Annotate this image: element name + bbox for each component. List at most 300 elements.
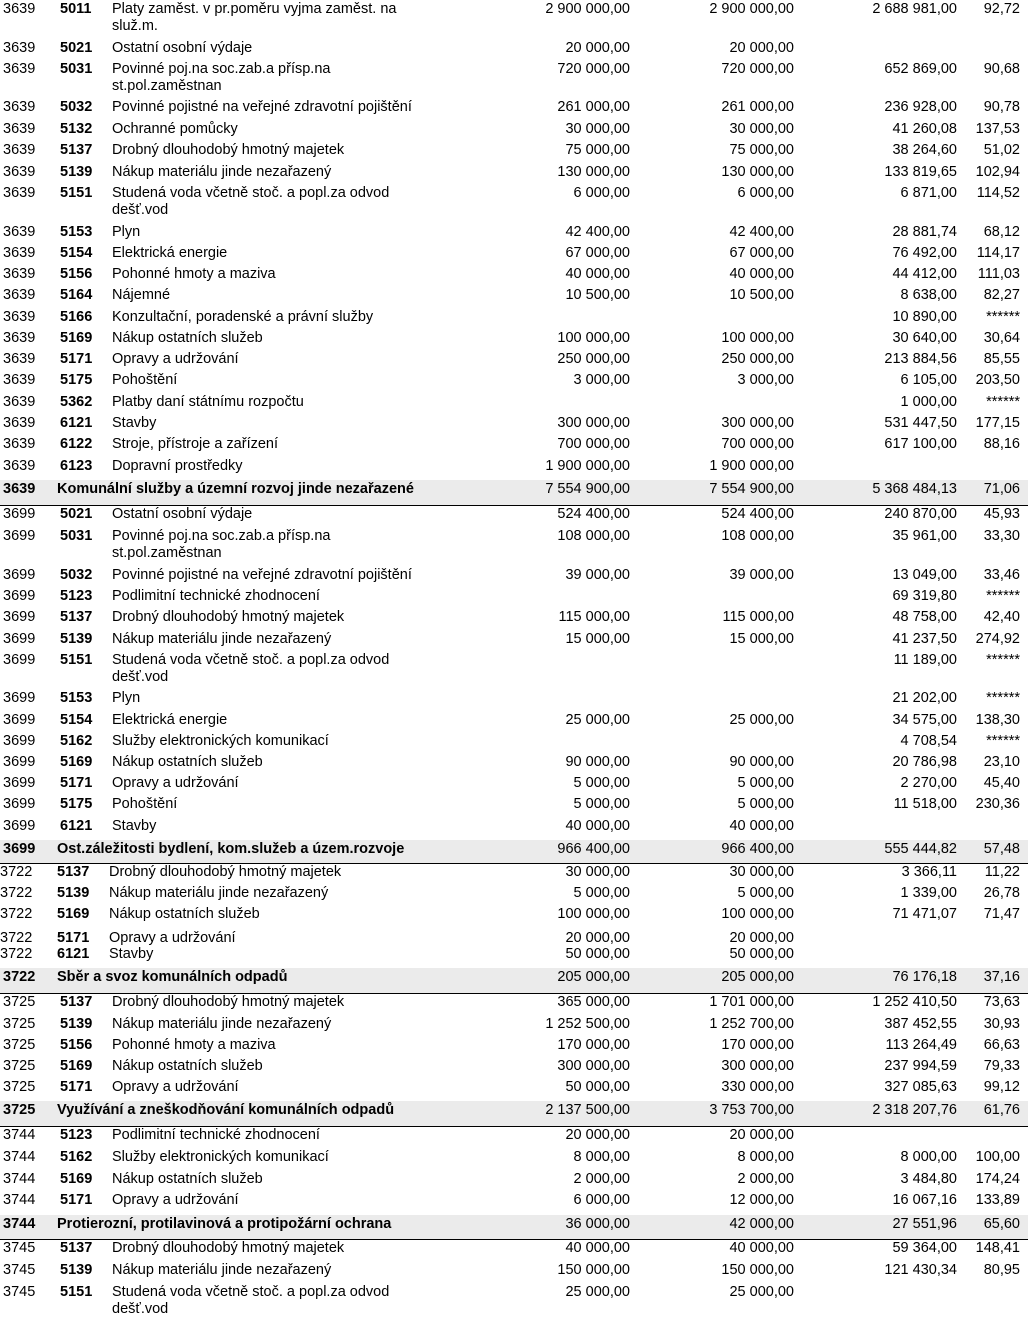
approved-budget: 90 000,00	[565, 754, 630, 770]
item-name: Nákup ostatních služeb	[112, 330, 263, 346]
approved-budget: 50 000,00	[565, 1079, 630, 1095]
item-name: Povinné poj.na soc.zab.a přísp.na st.pol.zaměstnan	[112, 528, 331, 561]
adjusted-budget: 5 000,00	[737, 885, 794, 901]
item-code: 5169	[60, 1058, 93, 1074]
actual-spending: 44 412,00	[892, 266, 957, 282]
table-row	[0, 60, 1028, 98]
approved-budget: 524 400,00	[557, 506, 630, 522]
approved-budget: 115 000,00	[558, 609, 630, 625]
item-code: 5137	[60, 142, 93, 158]
percent-fulfilled: 274,92	[975, 631, 1020, 647]
table-row	[0, 308, 1028, 329]
table-row	[0, 1239, 1028, 1261]
paragraph-code: 3639	[3, 372, 36, 388]
approved-budget: 75 000,00	[565, 142, 630, 158]
adjusted-budget: 261 000,00	[721, 99, 794, 115]
table-row	[0, 0, 1028, 39]
item-name: Povinné pojistné na veřejné zdravotní pojištění	[112, 99, 412, 115]
table-row	[0, 457, 1028, 479]
percent-fulfilled: 85,55	[983, 351, 1020, 367]
item-code: 5139	[60, 1016, 93, 1032]
table-row	[0, 223, 1028, 244]
item-name: Stroje, přístroje a zařízení	[112, 436, 279, 452]
approved-budget: 25 000,00	[565, 712, 630, 728]
item-code: 5011	[60, 1, 92, 17]
table-row	[0, 1057, 1028, 1078]
item-code: 5151	[60, 652, 93, 668]
item-code: 5171	[60, 775, 93, 791]
subtotal-paragraph: 3744	[3, 1216, 36, 1232]
item-code: 5166	[60, 309, 93, 325]
table-row	[0, 608, 1028, 630]
adjusted-budget: 3 753 700,00	[709, 1102, 794, 1118]
percent-fulfilled: ******	[986, 690, 1020, 706]
item-code: 5156	[60, 1037, 93, 1053]
item-code: 6121	[60, 818, 93, 834]
adjusted-budget: 5 000,00	[737, 775, 794, 791]
percent-fulfilled: 102,94	[975, 164, 1020, 180]
subtotal-row	[0, 1101, 1028, 1127]
paragraph-code: 3699	[3, 754, 36, 770]
item-name: Plyn	[112, 224, 141, 240]
paragraph-code: 3744	[3, 1149, 36, 1165]
paragraph-code: 3639	[3, 266, 36, 282]
paragraph-code: 3699	[3, 567, 36, 583]
adjusted-budget: 8 000,00	[737, 1149, 794, 1165]
table-row	[0, 587, 1028, 608]
percent-fulfilled: 90,68	[983, 61, 1020, 77]
item-code: 5139	[57, 885, 90, 901]
percent-fulfilled: 71,47	[983, 906, 1020, 922]
adjusted-budget: 330 000,00	[721, 1079, 794, 1095]
item-name: Nákup materiálu jinde nezařazený	[112, 1016, 332, 1032]
approved-budget: 365 000,00	[557, 994, 630, 1010]
approved-budget: 5 000,00	[573, 775, 630, 791]
item-code: 5137	[57, 864, 90, 880]
item-code: 5021	[60, 40, 93, 56]
item-code: 5132	[60, 121, 93, 137]
item-name: Studená voda včetně stoč. a popl.za odvod dešť.vod	[112, 1284, 390, 1317]
item-code: 5153	[60, 224, 93, 240]
item-name: Studená voda včetně stoč. a popl.za odvod dešť.vod	[112, 185, 390, 218]
table-row	[0, 732, 1028, 753]
adjusted-budget: 1 900 000,00	[709, 458, 794, 474]
approved-budget: 2 900 000,00	[545, 1, 630, 17]
actual-spending: 20 786,98	[892, 754, 957, 770]
item-code: 5031	[60, 528, 93, 544]
table-row	[0, 265, 1028, 286]
actual-spending: 555 444,82	[884, 841, 957, 857]
approved-budget: 130 000,00	[557, 164, 630, 180]
paragraph-code: 3639	[3, 330, 36, 346]
table-row	[0, 753, 1028, 774]
approved-budget: 5 000,00	[573, 885, 630, 901]
item-name: Elektrická energie	[112, 712, 228, 728]
adjusted-budget: 25 000,00	[729, 1284, 794, 1300]
paragraph-code: 3745	[3, 1240, 36, 1256]
percent-fulfilled: 71,06	[983, 481, 1020, 497]
percent-fulfilled: 30,64	[983, 330, 1020, 346]
table-row	[0, 566, 1028, 587]
item-name: Opravy a udržování	[112, 1079, 239, 1095]
paragraph-code: 3699	[3, 528, 36, 544]
percent-fulfilled: 133,89	[975, 1192, 1020, 1208]
approved-budget: 250 000,00	[557, 351, 630, 367]
table-row	[0, 1078, 1028, 1100]
approved-budget: 108 000,00	[557, 528, 630, 544]
item-name: Ochranné pomůcky	[112, 121, 238, 137]
paragraph-code: 3725	[3, 994, 36, 1010]
paragraph-code: 3699	[3, 775, 36, 791]
table-row	[0, 414, 1028, 435]
actual-spending: 41 237,50	[892, 631, 957, 647]
item-name: Služby elektronických komunikací	[112, 733, 329, 749]
percent-fulfilled: 65,60	[983, 1216, 1020, 1232]
item-name: Stavby	[109, 946, 154, 962]
actual-spending: 69 319,80	[892, 588, 957, 604]
item-code: 5175	[60, 372, 93, 388]
approved-budget: 2 137 500,00	[545, 1102, 630, 1118]
actual-spending: 1 000,00	[900, 394, 957, 410]
item-name: Drobný dlouhodobý hmotný majetek	[112, 1240, 345, 1256]
percent-fulfilled: 23,10	[983, 754, 1020, 770]
item-code: 6122	[60, 436, 93, 452]
percent-fulfilled: 51,02	[983, 142, 1020, 158]
approved-budget: 170 000,00	[557, 1037, 630, 1053]
actual-spending: 2 318 207,76	[872, 1102, 957, 1118]
paragraph-code: 3699	[3, 733, 36, 749]
actual-spending: 133 819,65	[884, 164, 957, 180]
item-name: Konzultační, poradenské a právní služby	[112, 309, 374, 325]
table-row	[0, 393, 1028, 414]
item-name: Opravy a udržování	[112, 775, 239, 791]
actual-spending: 4 708,54	[900, 733, 957, 749]
item-code: 5151	[60, 185, 93, 201]
paragraph-code: 3639	[3, 458, 36, 474]
actual-spending: 652 869,00	[884, 61, 957, 77]
item-code: 5162	[60, 733, 93, 749]
item-name: Pohoštění	[112, 796, 178, 812]
paragraph-code: 3699	[3, 796, 36, 812]
adjusted-budget: 108 000,00	[721, 528, 794, 544]
item-code: 5169	[57, 906, 90, 922]
actual-spending: 3 366,11	[901, 864, 957, 880]
percent-fulfilled: 111,03	[977, 266, 1020, 282]
adjusted-budget: 1 252 700,00	[709, 1016, 794, 1032]
adjusted-budget: 10 500,00	[729, 287, 794, 303]
adjusted-budget: 700 000,00	[721, 436, 794, 452]
table-row	[0, 651, 1028, 689]
approved-budget: 100 000,00	[557, 330, 630, 346]
approved-budget: 1 252 500,00	[545, 1016, 630, 1032]
approved-budget: 30 000,00	[565, 864, 630, 880]
table-row	[0, 435, 1028, 457]
paragraph-code: 3639	[3, 40, 36, 56]
item-name: Ostatní osobní výdaje	[112, 506, 253, 522]
item-name: Nákup materiálu jinde nezařazený	[112, 631, 332, 647]
approved-budget: 20 000,00	[565, 1127, 630, 1143]
actual-spending: 6 105,00	[900, 372, 957, 388]
actual-spending: 1 339,00	[900, 885, 957, 901]
percent-fulfilled: 57,48	[983, 841, 1020, 857]
item-code: 5139	[60, 1262, 93, 1278]
item-name: Drobný dlouhodobý hmotný majetek	[112, 994, 345, 1010]
paragraph-code: 3639	[3, 436, 36, 452]
approved-budget: 100 000,00	[557, 906, 630, 922]
item-name: Povinné poj.na soc.zab.a přísp.na st.pol.zaměstnan	[112, 61, 331, 94]
paragraph-code: 3722	[0, 864, 33, 880]
item-code: 5171	[57, 930, 90, 946]
percent-fulfilled: 114,17	[976, 245, 1020, 261]
percent-fulfilled: 137,53	[975, 121, 1020, 137]
percent-fulfilled: 61,76	[983, 1102, 1020, 1118]
approved-budget: 6 000,00	[573, 1192, 630, 1208]
actual-spending: 16 067,16	[892, 1192, 957, 1208]
actual-spending: 617 100,00	[884, 436, 957, 452]
percent-fulfilled: 88,16	[983, 436, 1020, 452]
item-code: 5169	[60, 330, 93, 346]
percent-fulfilled: 100,00	[975, 1149, 1020, 1165]
item-code: 5164	[60, 287, 93, 303]
adjusted-budget: 40 000,00	[729, 1240, 794, 1256]
table-row	[0, 795, 1028, 817]
item-name: Pohonné hmoty a maziva	[112, 266, 276, 282]
item-code: 5171	[60, 1192, 93, 1208]
percent-fulfilled: ******	[986, 394, 1020, 410]
approved-budget: 10 500,00	[565, 287, 630, 303]
adjusted-budget: 30 000,00	[729, 864, 794, 880]
table-row	[0, 711, 1028, 732]
item-code: 5153	[60, 690, 93, 706]
actual-spending: 2 270,00	[900, 775, 957, 791]
item-name: Nákup ostatních služeb	[112, 1171, 263, 1187]
paragraph-code: 3699	[3, 712, 36, 728]
paragraph-code: 3699	[3, 609, 36, 625]
paragraph-code: 3639	[3, 224, 36, 240]
actual-spending: 13 049,00	[892, 567, 957, 583]
actual-spending: 8 000,00	[900, 1149, 957, 1165]
item-name: Podlimitní technické zhodnocení	[112, 588, 320, 604]
approved-budget: 300 000,00	[557, 1058, 630, 1074]
item-code: 5032	[60, 567, 93, 583]
adjusted-budget: 42 400,00	[729, 224, 794, 240]
actual-spending: 28 881,74	[892, 224, 957, 240]
item-name: Stavby	[112, 818, 157, 834]
actual-spending: 41 260,08	[892, 121, 957, 137]
adjusted-budget: 75 000,00	[729, 142, 794, 158]
adjusted-budget: 67 000,00	[729, 245, 794, 261]
percent-fulfilled: 203,50	[975, 372, 1020, 388]
approved-budget: 720 000,00	[557, 61, 630, 77]
adjusted-budget: 205 000,00	[721, 969, 794, 985]
approved-budget: 50 000,00	[565, 946, 630, 962]
percent-fulfilled: 45,40	[983, 775, 1020, 791]
table-row	[0, 1191, 1028, 1214]
item-code: 5137	[60, 1240, 93, 1256]
adjusted-budget: 50 000,00	[729, 946, 794, 962]
actual-spending: 2 688 981,00	[872, 1, 957, 17]
percent-fulfilled: 33,30	[983, 528, 1020, 544]
paragraph-code: 3745	[3, 1262, 36, 1278]
adjusted-budget: 2 000,00	[737, 1171, 794, 1187]
adjusted-budget: 20 000,00	[729, 930, 794, 946]
adjusted-budget: 42 000,00	[729, 1216, 794, 1232]
item-name: Podlimitní technické zhodnocení	[112, 1127, 320, 1143]
subtotal-label: Protierozní, protilavinová a protipožární ochrana	[57, 1216, 392, 1232]
table-row	[0, 527, 1028, 566]
actual-spending: 11 518,00	[893, 796, 957, 812]
item-name: Nákup ostatních služeb	[112, 1058, 263, 1074]
adjusted-budget: 170 000,00	[721, 1037, 794, 1053]
adjusted-budget: 6 000,00	[737, 185, 794, 201]
item-name: Nákup ostatních služeb	[112, 754, 263, 770]
paragraph-code: 3699	[3, 588, 36, 604]
percent-fulfilled: 68,12	[983, 224, 1020, 240]
table-row	[0, 39, 1028, 60]
paragraph-code: 3639	[3, 142, 36, 158]
paragraph-code: 3722	[0, 930, 33, 946]
percent-fulfilled: 45,93	[983, 506, 1020, 522]
item-code: 5139	[60, 164, 93, 180]
item-name: Opravy a udržování	[112, 1192, 239, 1208]
actual-spending: 6 871,00	[900, 185, 957, 201]
adjusted-budget: 250 000,00	[721, 351, 794, 367]
item-code: 5156	[60, 266, 93, 282]
approved-budget: 966 400,00	[557, 841, 630, 857]
paragraph-code: 3639	[3, 61, 36, 77]
actual-spending: 35 961,00	[892, 528, 957, 544]
adjusted-budget: 90 000,00	[729, 754, 794, 770]
adjusted-budget: 300 000,00	[721, 1058, 794, 1074]
actual-spending: 11 189,00	[893, 652, 957, 668]
paragraph-code: 3745	[3, 1284, 36, 1300]
actual-spending: 30 640,00	[892, 330, 957, 346]
adjusted-budget: 1 701 000,00	[709, 994, 794, 1010]
item-name: Nákup materiálu jinde nezařazený	[112, 164, 332, 180]
approved-budget: 40 000,00	[565, 266, 630, 282]
adjusted-budget: 15 000,00	[729, 631, 794, 647]
item-code: 5139	[60, 631, 93, 647]
item-code: 5362	[60, 394, 93, 410]
table-row	[0, 98, 1028, 120]
table-row	[0, 1148, 1028, 1170]
adjusted-budget: 40 000,00	[729, 818, 794, 834]
subtotal-label: Sběr a svoz komunálních odpadů	[57, 969, 288, 985]
actual-spending: 3 484,80	[900, 1171, 957, 1187]
actual-spending: 327 085,63	[884, 1079, 957, 1095]
paragraph-code: 3725	[3, 1037, 36, 1053]
percent-fulfilled: ******	[986, 652, 1020, 668]
adjusted-budget: 150 000,00	[721, 1262, 794, 1278]
approved-budget: 30 000,00	[565, 121, 630, 137]
subtotal-label: Komunální služby a územní rozvoj jinde nezařazené	[57, 481, 414, 497]
subtotal-paragraph: 3699	[3, 841, 36, 857]
table-row	[0, 184, 1028, 223]
paragraph-code: 3722	[0, 906, 33, 922]
adjusted-budget: 5 000,00	[737, 796, 794, 812]
subtotal-row	[0, 968, 1028, 994]
item-name: Pohonné hmoty a maziva	[112, 1037, 276, 1053]
item-name: Elektrická energie	[112, 245, 228, 261]
table-row	[0, 141, 1028, 163]
item-name: Ostatní osobní výdaje	[112, 40, 253, 56]
paragraph-code: 3725	[3, 1058, 36, 1074]
paragraph-code: 3639	[3, 99, 36, 115]
actual-spending: 76 492,00	[892, 245, 957, 261]
paragraph-code: 3699	[3, 631, 36, 647]
approved-budget: 40 000,00	[565, 1240, 630, 1256]
adjusted-budget: 720 000,00	[721, 61, 794, 77]
approved-budget: 150 000,00	[557, 1262, 630, 1278]
paragraph-code: 3639	[3, 245, 36, 261]
percent-fulfilled: 66,63	[983, 1037, 1020, 1053]
table-row	[0, 689, 1028, 711]
item-name: Drobný dlouhodobý hmotný majetek	[112, 142, 345, 158]
actual-spending: 237 994,59	[884, 1058, 957, 1074]
item-name: Opravy a udržování	[112, 351, 239, 367]
approved-budget: 5 000,00	[573, 796, 630, 812]
approved-budget: 205 000,00	[557, 969, 630, 985]
paragraph-code: 3639	[3, 164, 36, 180]
paragraph-code: 3639	[3, 121, 36, 137]
subtotal-label: Ost.záležitosti bydlení, kom.služeb a územ.rozvoje	[57, 841, 405, 857]
item-name: Opravy a udržování	[109, 930, 236, 946]
item-code: 5021	[60, 506, 93, 522]
percent-fulfilled: 42,40	[983, 609, 1020, 625]
actual-spending: 113 264,49	[885, 1037, 957, 1053]
item-code: 5171	[60, 351, 93, 367]
approved-budget: 36 000,00	[565, 1216, 630, 1232]
adjusted-budget: 39 000,00	[729, 567, 794, 583]
adjusted-budget: 966 400,00	[721, 841, 794, 857]
adjusted-budget: 12 000,00	[729, 1192, 794, 1208]
actual-spending: 76 176,18	[892, 969, 957, 985]
percent-fulfilled: 138,30	[975, 712, 1020, 728]
subtotal-paragraph: 3725	[3, 1102, 36, 1118]
adjusted-budget: 20 000,00	[729, 1127, 794, 1143]
item-name: Drobný dlouhodobý hmotný majetek	[109, 864, 342, 880]
item-code: 5175	[60, 796, 93, 812]
table-row	[0, 630, 1028, 651]
actual-spending: 121 430,34	[884, 1262, 957, 1278]
paragraph-code: 3699	[3, 690, 36, 706]
approved-budget: 1 900 000,00	[545, 458, 630, 474]
percent-fulfilled: 30,93	[983, 1016, 1020, 1032]
item-code: 5171	[60, 1079, 93, 1095]
actual-spending: 48 758,00	[892, 609, 957, 625]
item-name: Pohoštění	[112, 372, 178, 388]
actual-spending: 38 264,60	[892, 142, 957, 158]
subtotal-paragraph: 3639	[3, 481, 36, 497]
item-code: 5031	[60, 61, 93, 77]
paragraph-code: 3639	[3, 415, 36, 431]
item-code: 5169	[60, 1171, 93, 1187]
percent-fulfilled: 92,72	[983, 1, 1020, 17]
approved-budget: 42 400,00	[565, 224, 630, 240]
approved-budget: 7 554 900,00	[545, 481, 630, 497]
item-code: 5032	[60, 99, 93, 115]
actual-spending: 1 252 410,50	[872, 994, 957, 1010]
adjusted-budget: 2 900 000,00	[709, 1, 794, 17]
paragraph-code: 3725	[3, 1079, 36, 1095]
table-row	[0, 929, 1028, 946]
percent-fulfilled: ******	[986, 588, 1020, 604]
paragraph-code: 3639	[3, 1, 36, 17]
table-row	[0, 1036, 1028, 1057]
percent-fulfilled: 99,12	[983, 1079, 1020, 1095]
table-row	[0, 286, 1028, 308]
item-code: 5137	[60, 609, 93, 625]
